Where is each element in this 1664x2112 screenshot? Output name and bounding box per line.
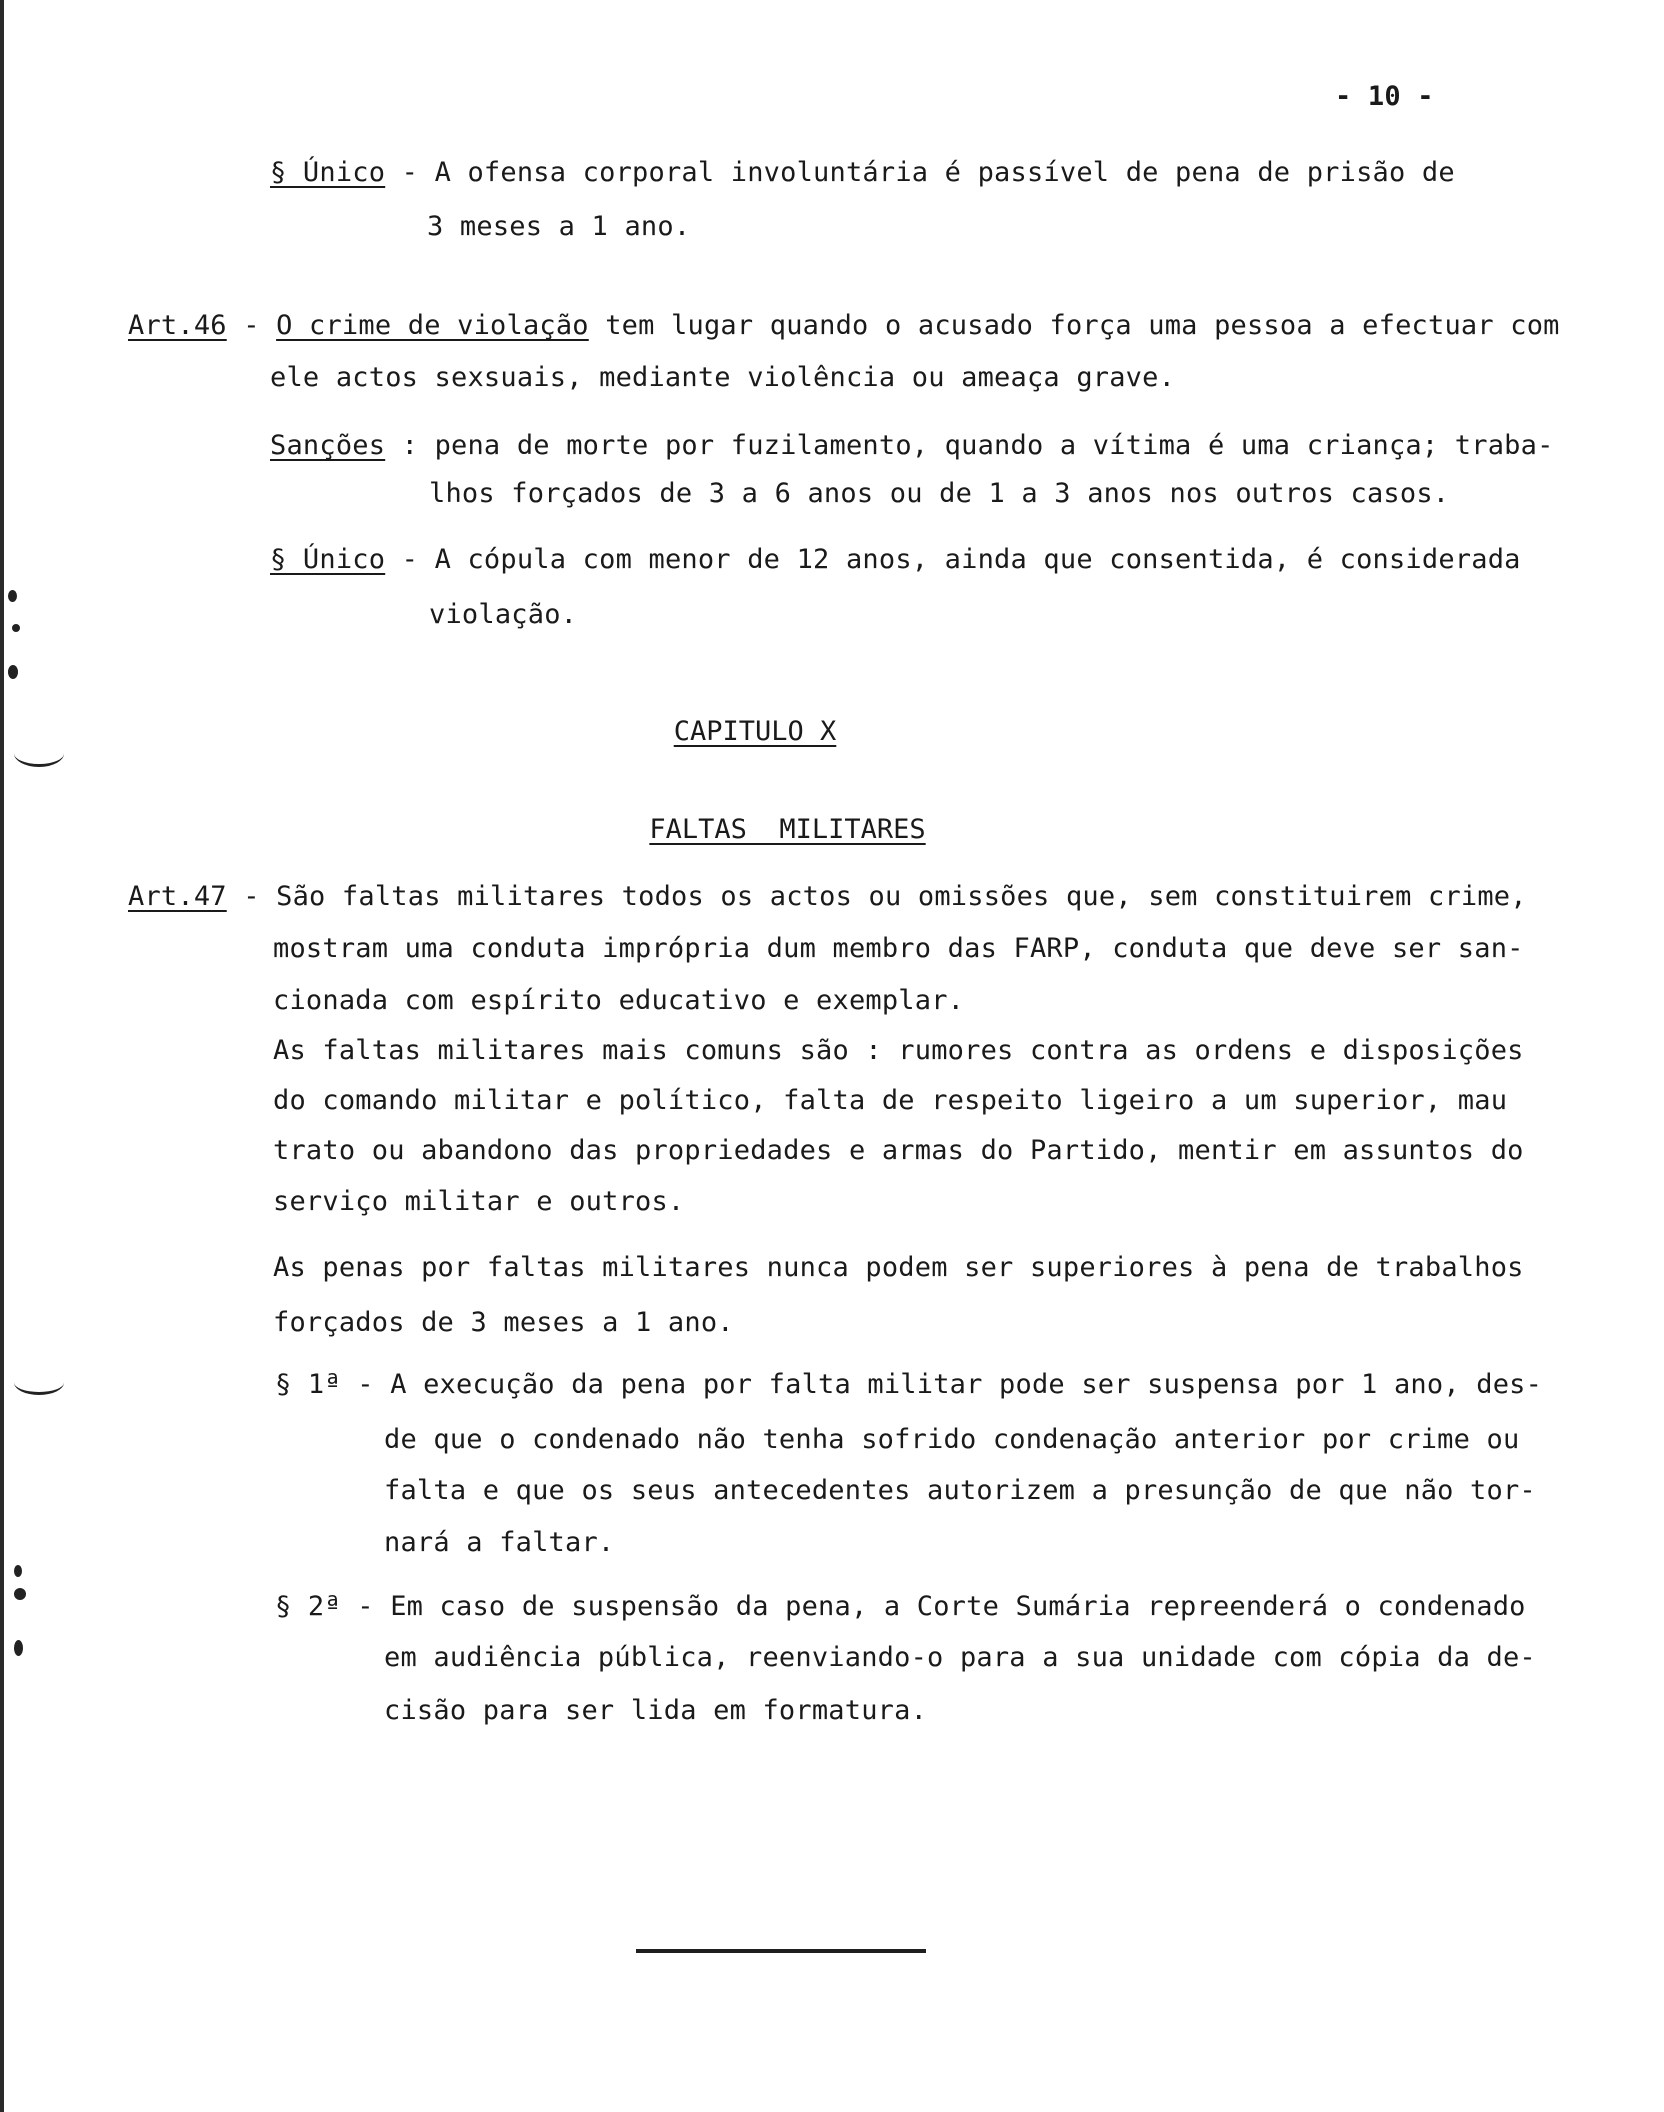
article-46-unico-text: - A cópula com menor de 12 anos, ainda que consentida, é considerada (385, 544, 1521, 575)
article-46-text: tem lugar quando o acusado força uma pessoa a efectuar com (588, 310, 1560, 341)
article-47-line-6: trato ou abandono das propriedades e armas do Partido, mentir em assuntos do (273, 1135, 1524, 1166)
sancoes-line-2: lhos forçados de 3 a 6 anos ou de 1 a 3 anos nos outros casos. (429, 478, 1450, 509)
sancoes-line-1 (270, 429, 1554, 463)
article-47-line-2: mostram uma conduta imprópria dum membro das FARP, conduta que deve ser san- (273, 933, 1524, 964)
scan-arc-mark (14, 1370, 64, 1395)
scan-speck (8, 590, 17, 602)
paragraph-2-line-3: cisão para ser lida em formatura. (384, 1695, 928, 1726)
article-47-line-1 (128, 880, 1527, 914)
chapter-number (0, 715, 1510, 749)
paragraph-1-line-1 (275, 1368, 1542, 1402)
paragraph-unico-label: § Único (270, 157, 386, 188)
paragraph-unico-line-2: 3 meses a 1 ano. (427, 211, 691, 242)
article-47-label: Art.47 (128, 881, 227, 912)
article-46-unico-line-2: violação. (429, 599, 578, 630)
article-46-line-2: ele actos sexsuais, mediante violência ou ameaça grave. (270, 362, 1176, 393)
article-47-line-3: cionada com espírito educativo e exemplar. (273, 985, 965, 1016)
article-47-line-8: As penas por faltas militares nunca podem ser superiores à pena de trabalhos (273, 1252, 1524, 1283)
chapter-number-text: CAPITULO X (673, 716, 837, 747)
article-47-line-4: As faltas militares mais comuns são : rumores contra as ordens e disposições (273, 1035, 1524, 1066)
scan-speck (8, 665, 18, 679)
scan-speck (14, 1588, 26, 1600)
paragraph-2-label: § 2ª (275, 1591, 341, 1622)
article-47-text: São faltas militares todos os actos ou omissões que, sem constituirem crime, (276, 881, 1527, 912)
paragraph-unico-line-1 (270, 156, 1455, 190)
paragraph-2-line-2: em audiência pública, reenviando-o para a sua unidade com cópia da de- (384, 1642, 1536, 1673)
chapter-title (0, 779, 1510, 881)
closing-divider (636, 1949, 926, 1953)
scan-left-edge (0, 0, 4, 2112)
article-47-line-7: serviço militar e outros. (273, 1186, 685, 1217)
sancoes-label: Sanções (270, 430, 386, 461)
paragraph-1-line-4: nará a faltar. (384, 1527, 615, 1558)
paragraph-unico-text: - A ofensa corporal involuntária é passível de pena de prisão de (385, 157, 1455, 188)
article-46-label: Art.46 (128, 310, 227, 341)
scan-speck (12, 624, 20, 632)
article-46-line-1 (128, 309, 1560, 343)
article-dash: - (226, 881, 277, 912)
paragraph-1-text: - A execução da pena por falta militar pode ser suspensa por 1 ano, des- (340, 1369, 1543, 1400)
article-47-line-5: do comando militar e político, falta de respeito ligeiro a um superior, mau (273, 1085, 1508, 1116)
article-46-unico-label: § Único (270, 544, 386, 575)
scan-speck (14, 1565, 22, 1577)
article-47-line-9: forçados de 3 meses a 1 ano. (273, 1307, 734, 1338)
paragraph-2-text: - Em caso de suspensão da pena, a Corte Sumária repreenderá o condenado (340, 1591, 1526, 1622)
chapter-title-text: FALTAS MILITARES (649, 814, 926, 845)
scan-speck (14, 1640, 23, 1656)
paragraph-1-line-2: de que o condenado não tenha sofrido condenação anterior por crime ou (384, 1424, 1520, 1455)
page-number: - 10 - (1335, 81, 1434, 112)
article-46-term: O crime de violação (276, 310, 589, 341)
sancoes-text: : pena de morte por fuzilamento, quando a vítima é uma criança; traba- (385, 430, 1554, 461)
paragraph-2-line-1 (275, 1590, 1526, 1624)
article-dash: - (226, 310, 277, 341)
paragraph-1-label: § 1ª (275, 1369, 341, 1400)
article-46-unico-line-1 (270, 543, 1521, 577)
paragraph-1-line-3: falta e que os seus antecedentes autorizem a presunção de que não tor- (384, 1475, 1536, 1506)
